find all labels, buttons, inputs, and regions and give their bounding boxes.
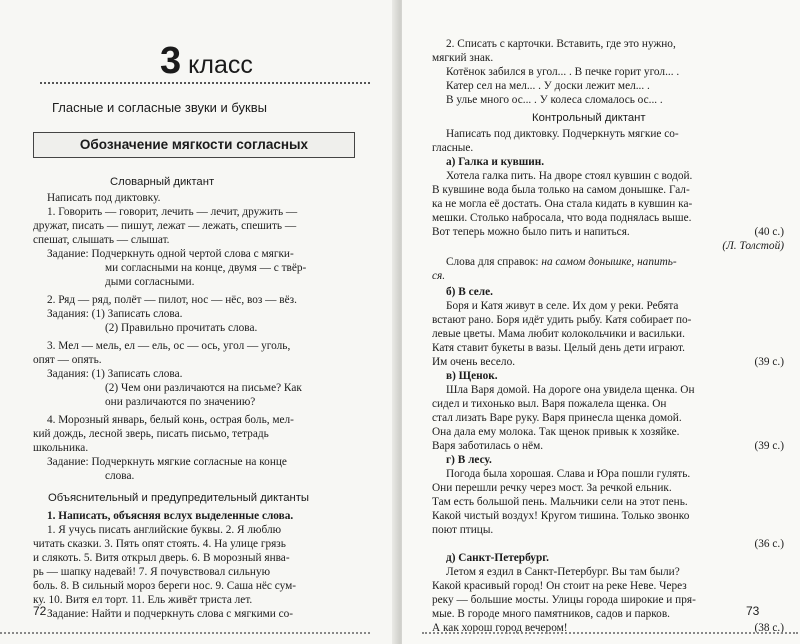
text-line: школьника. xyxy=(33,442,89,454)
text-line: дыми согласными. xyxy=(105,276,195,288)
bottom-dotted-rule xyxy=(0,632,370,634)
text-line: спешат, слышать — слышат. xyxy=(33,234,170,246)
text-line: мешки. Столько набросала, что вода поднялась выше. xyxy=(432,212,692,224)
text-line: Там есть большой пень. Мальчики сели на этот пень. xyxy=(432,496,688,508)
text-line: ми согласными на конце, двумя — с твёр- xyxy=(105,262,307,274)
word-count: (36 с.) xyxy=(754,538,784,550)
text-line: боль. 8. В сильный мороз береги нос. 9. Саша нёс сум- xyxy=(33,580,297,592)
text-line: Варя заботилась о нём. xyxy=(432,440,544,452)
text-line: В улье много ос... . У колеса сломалось ос... . xyxy=(446,94,663,106)
grade-word: класс xyxy=(188,51,253,79)
word-count: (38 с.) xyxy=(754,622,784,634)
text-line: Задание: Подчеркнуть мягкие согласные на конце xyxy=(47,456,287,468)
text-line: читать сказки. 3. Пять опят стоять. 4. На улице грязь xyxy=(33,538,286,550)
help-label: Слова для справок: xyxy=(446,256,539,268)
text-line: Написать под диктовку. xyxy=(47,192,161,204)
topic-title: Обозначение мягкости согласных xyxy=(79,137,309,152)
text-line: встают рано. Боря идёт удить рыбу. Катя собирает по- xyxy=(432,314,692,326)
text-line: дружат, писать — пишут, лежат — лежать, спешить — xyxy=(33,220,297,232)
text-line: Боря и Катя живут в селе. Их дом у реки. Ребята xyxy=(446,300,679,312)
page-number-left: 72 xyxy=(33,604,47,618)
text-line: 3. Мел — мель, ел — ель, ос — ось, угол — уголь, xyxy=(47,340,291,352)
text-line: рь — шапку надевай! 7. Я почувствовал сильную xyxy=(33,566,271,578)
grade-heading xyxy=(160,40,253,83)
page-number-right: 73 xyxy=(746,604,760,618)
text-line: 1. Написать, объясняя вслух выделенные слова. xyxy=(47,510,294,522)
text-line: кий дождь, лесной зверь, писать письмо, тетрадь xyxy=(33,428,269,440)
text-line: В кувшине вода была только на самом донышке. Гал- xyxy=(432,184,690,196)
story-title: б) В селе. xyxy=(446,286,493,298)
bottom-dotted-rule xyxy=(422,632,798,634)
text-line: мые. В городе много памятников, садов и парков. xyxy=(432,608,670,620)
text-line: Летом я ездил в Санкт-Петербург. Вы там были? xyxy=(446,566,680,578)
text-line: Задания: (1) Записать слова. xyxy=(47,308,183,320)
text-line: гласные. xyxy=(432,142,474,154)
text-line: Задание: Найти и подчеркнуть слова с мягкими со- xyxy=(47,608,294,620)
text-line: ку. 10. Витя ел торт. 11. Ель живёт триста лет. xyxy=(33,594,253,606)
grade-number: 3 xyxy=(160,40,183,82)
story-title: г) В лесу. xyxy=(446,454,492,466)
text-line: Вот теперь можно было пить и напиться. xyxy=(432,226,630,238)
dotted-divider xyxy=(40,82,370,84)
text-line: 1. Я учусь писать английские буквы. 2. Я люблю xyxy=(47,524,282,536)
text-line: Написать под диктовку. Подчеркнуть мягкие со- xyxy=(446,128,679,140)
help-text: на самом донышке, напить- xyxy=(541,256,677,268)
text-line: стал лизать Варе руку. Варя принесла щенка домой. xyxy=(432,412,682,424)
right-page xyxy=(402,0,800,644)
text-line: Задания: (1) Записать слова. xyxy=(47,368,183,380)
text-line: Шла Варя домой. На дороге она увидела щенка. Он xyxy=(446,384,695,396)
text-line: (2) Правильно прочитать слова. xyxy=(105,322,258,334)
story-title: д) Санкт-Петербург. xyxy=(446,552,549,564)
topic-box xyxy=(33,132,355,158)
text-line: Катер сел на мел... . У доски лежит мел... . xyxy=(446,80,650,92)
word-count: (40 с.) xyxy=(754,226,784,238)
text-line: левые цветы. Мама любит колокольчики и васильки. xyxy=(432,328,685,340)
text-line: Какой чистый воздух! Кругом тишина. Только звонко xyxy=(432,510,690,522)
text-line: А как хорош город вечером! xyxy=(432,622,568,634)
text-line: Они перешли речку через мост. За речкой ельник. xyxy=(432,482,672,494)
text-line: мягкий знак. xyxy=(432,52,494,64)
text-line: они различаются по значению? xyxy=(105,396,256,408)
text-line: Она дала ему молока. Так щенок привык к хозяйке. xyxy=(432,426,680,438)
left-page xyxy=(0,0,398,644)
text-line: слова. xyxy=(105,470,135,482)
section-title: Гласные и согласные звуки и буквы xyxy=(52,100,267,115)
text-line: ка не могла её достать. Она стала кидать в кувшин ка- xyxy=(432,198,693,210)
text-line: Катя ставит букеты в вазы. Целый день дети играют. xyxy=(432,342,685,354)
text-line: (2) Чем они различаются на письме? Как xyxy=(105,382,302,394)
text-line: реку — большие мосты. Улицы города широкие и пря- xyxy=(432,594,696,606)
subheading-explanatory: Объяснительный и предупредительный диктанты xyxy=(48,492,310,504)
text-line: 4. Морозный январь, белый конь, острая боль, мел- xyxy=(47,414,294,426)
text-line: Какой красивый город! Он стоит на реке Неве. Через xyxy=(432,580,687,592)
subheading-vocab: Словарный диктант xyxy=(110,176,215,188)
story-title: а) Галка и кувшин. xyxy=(446,156,545,168)
text-line: Хотела галка пить. На дворе стоял кувшин с водой. xyxy=(446,170,693,182)
text-line: опят — опять. xyxy=(33,354,102,366)
text-line: 2. Списать с карточки. Вставить, где это нужно, xyxy=(446,38,676,50)
word-count: (39 с.) xyxy=(754,356,784,368)
text-line: 2. Ряд — ряд, полёт — пилот, нос — нёс, воз — вёз. xyxy=(47,294,297,306)
text-line: Котёнок забился в угол... . В печке горит угол... . xyxy=(446,66,680,78)
word-count: (39 с.) xyxy=(754,440,784,452)
text-line: сидел и тихонько выл. Варя пожалела щенка. Он xyxy=(432,398,667,410)
subheading-control: Контрольный диктант xyxy=(532,112,646,124)
author: (Л. Толстой) xyxy=(722,240,784,252)
help-text-end: ся. xyxy=(432,270,446,282)
control-dictation xyxy=(432,128,784,634)
text-line: Погода была хорошая. Слава и Юра пошли гулять. xyxy=(446,468,691,480)
text-line: поют птицы. xyxy=(432,524,494,536)
text-line: 1. Говорить — говорит, лечить — лечит, дружить — xyxy=(47,206,298,218)
text-line: и слякоть. 5. Витя открыл дверь. 6. В морозный янва- xyxy=(33,552,290,564)
story-title: в) Щенок. xyxy=(446,370,498,382)
text-line: Им очень весело. xyxy=(432,356,516,368)
text-line: Задание: Подчеркнуть одной чертой слова с мягки- xyxy=(47,248,294,260)
